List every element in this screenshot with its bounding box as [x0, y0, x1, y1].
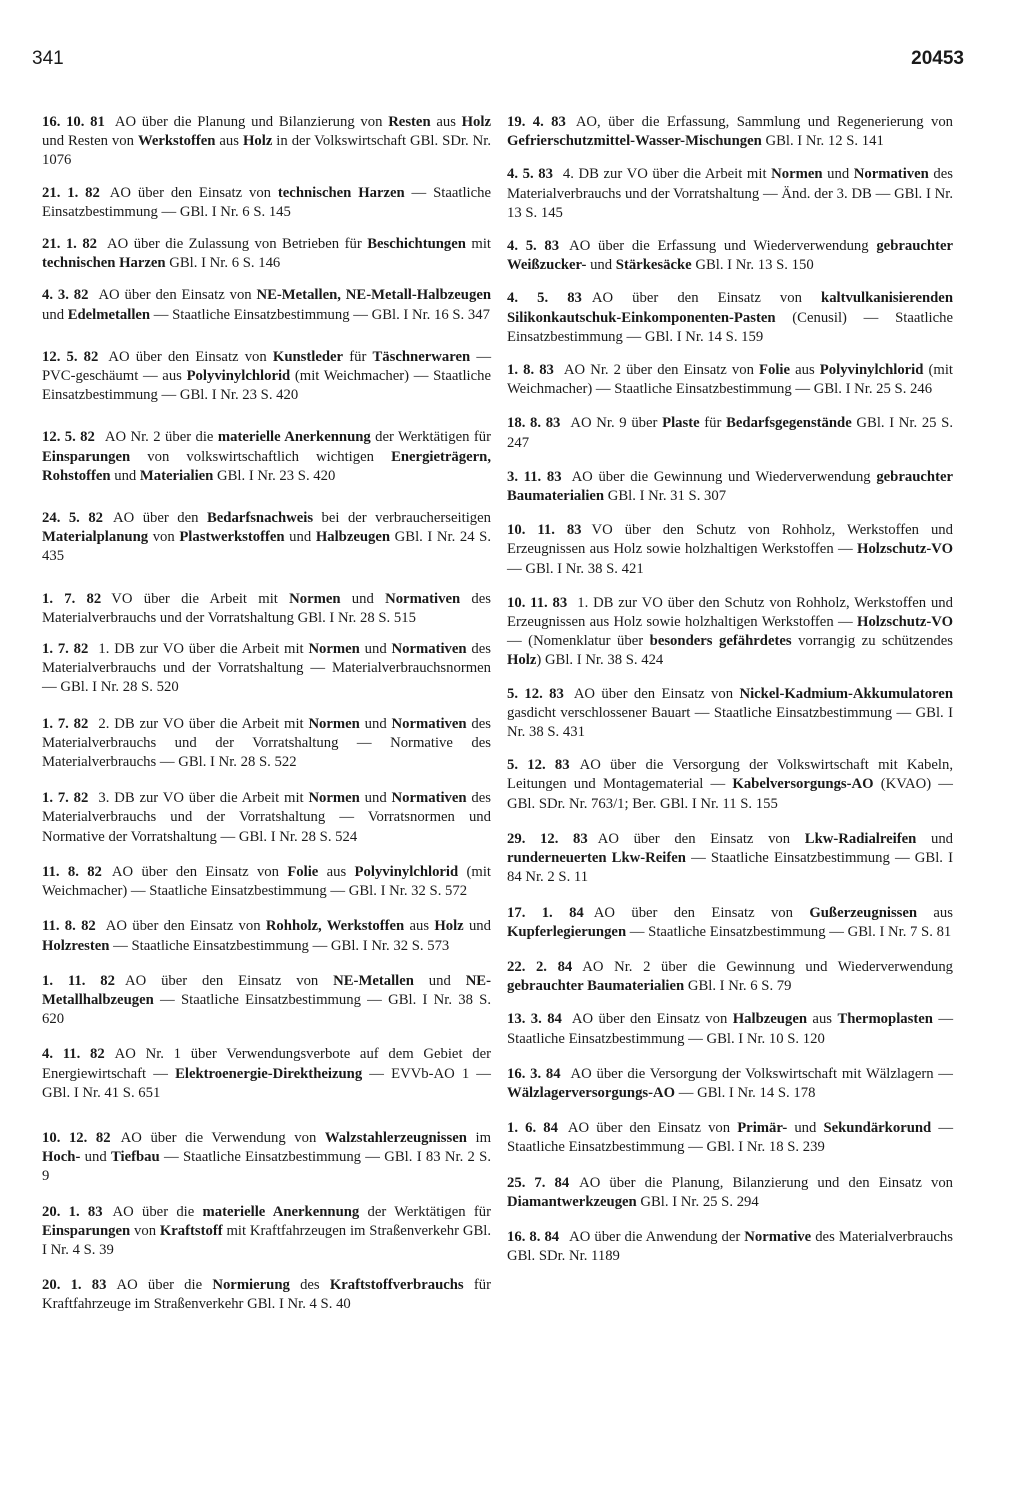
law-entry — [42, 972, 491, 1030]
entry-keyword: Einsparungen — [42, 448, 131, 465]
entry-text: (Cenusil) — Staatliche Einsatzbestimmung — GBl. I Nr. 14 S. 159 — [507, 309, 953, 345]
entry-date: 1. 6. 84 — [507, 1120, 558, 1137]
entry-keyword: Holz — [434, 918, 464, 935]
entry-text: und — [586, 257, 616, 274]
entry-text: (mit Weichmacher) — Staatliche Einsatzbestimmung — GBl. I Nr. 32 S. 572 — [42, 863, 491, 900]
entry-keyword: Holzschutz-VO — [857, 614, 953, 631]
law-entry — [42, 184, 491, 222]
entry-keyword: runderneuerten Lkw-Reifen — [507, 850, 686, 867]
entry-text: AO über die Verwendung von — [120, 1129, 325, 1146]
entry-keyword: Polyvinylchlorid — [354, 863, 459, 880]
entry-date: 20. 1. 83 — [42, 1203, 103, 1220]
entry-text: für — [699, 415, 727, 432]
entry-text: — Staatliche Einsatzbestimmung — GBl. I Nr. 18 S. 239 — [507, 1120, 954, 1156]
law-entry — [42, 863, 491, 901]
entry-text: AO Nr. 2 über die Gewinnung und Wiederverwendung — [582, 958, 954, 975]
entry-keyword: Normativen — [385, 590, 461, 607]
entry-date: 1. 11. 82 — [42, 972, 115, 989]
law-entry — [507, 685, 953, 743]
law-entry — [42, 917, 491, 955]
entry-keyword: Normen — [308, 715, 360, 732]
entry-keyword: Holzresten — [42, 937, 110, 954]
entry-text: AO über die — [112, 1203, 203, 1220]
entry-text: für Kraftfahrzeuge im Straßenverkehr GBl. I Nr. 4 S. 40 — [42, 1277, 491, 1313]
law-entry — [507, 361, 953, 399]
entry-text: — (Nomenklatur über — [507, 633, 650, 650]
entry-keyword: Tiefbau — [110, 1149, 160, 1166]
entry-text: AO über die — [116, 1277, 213, 1294]
entry-keyword: Normierung — [212, 1277, 290, 1294]
entry-keyword: Kraftstoffverbrauchs — [329, 1277, 464, 1294]
entry-text: AO Nr. 9 über — [570, 415, 663, 432]
entry-keyword: Diamantwerkzeugen — [507, 1193, 637, 1210]
entry-keyword: Folie — [759, 362, 791, 379]
entry-date: 4. 5. 83 — [507, 290, 582, 307]
entry-text: AO über den Einsatz von — [98, 287, 257, 304]
entry-keyword: Gefrierschutzmittel-Wasser-Mischungen — [507, 133, 762, 150]
entry-keyword: Holz — [507, 652, 537, 669]
entry-text: AO Nr. 2 über die — [104, 429, 218, 446]
entry-date: 1. 7. 82 — [42, 641, 89, 658]
entry-text: AO über die Erfassung und Wiederverwendung — [569, 238, 877, 255]
entry-text: — Staatliche Einsatzbestimmung — GBl. I Nr. 7 S. 81 — [626, 923, 952, 940]
entry-text: GBl. I Nr. 31 S. 307 — [604, 488, 727, 505]
law-entry — [42, 789, 491, 847]
entry-text: — Staatliche Einsatzbestimmung — GBl. I Nr. 16 S. 347 — [150, 306, 490, 323]
entry-keyword: Normen — [308, 790, 360, 807]
entry-keyword: Normativen — [391, 715, 467, 732]
entry-text: AO über den Einsatz von — [125, 972, 334, 989]
entry-keyword: materielle Anerkennung — [217, 429, 371, 446]
entry-text: AO über den Einsatz von — [591, 290, 822, 307]
entry-text: des Materialverbrauchs und der Vorratshaltung GBl. I Nr. 28 S. 515 — [42, 590, 491, 626]
entry-date: 18. 8. 83 — [507, 415, 561, 432]
entry-text: — Staatliche Einsatzbestimmung — GBl. I 83 Nr. 2 S. 9 — [42, 1149, 492, 1185]
entry-date: 1. 7. 82 — [42, 715, 89, 732]
entry-date: 16. 10. 81 — [42, 114, 105, 130]
entry-keyword: Normen — [289, 590, 341, 607]
entry-text: 4. DB zur VO über die Arbeit mit — [562, 166, 772, 183]
entry-text: 2. DB zur VO über die Arbeit mit — [98, 715, 309, 732]
entry-text: — EVVb-AO 1 — GBl. I Nr. 41 S. 651 — [42, 1065, 491, 1101]
entry-text: — Staatliche Einsatzbestimmung — GBl. I 84 Nr. 2 S. 11 — [507, 850, 953, 886]
entry-text: AO über den Einsatz von — [111, 863, 288, 880]
entry-date: 1. 8. 83 — [507, 362, 554, 379]
law-entry — [42, 1129, 491, 1187]
entry-text: von volkswirtschaftlich wichtigen — [130, 448, 392, 465]
entry-keyword: NE-Metallen — [333, 972, 414, 989]
entry-date: 12. 5. 82 — [42, 429, 95, 446]
entry-text: und — [916, 830, 953, 847]
entry-date: 10. 12. 82 — [42, 1129, 111, 1146]
entry-text: und Resten von — [42, 133, 138, 150]
entry-text: (mit Weichmacher) — Staatliche Einsatzbestimmung — GBl. I Nr. 23 S. 420 — [42, 368, 491, 404]
law-entry — [507, 289, 953, 347]
entry-text: AO über die Anwendung der — [569, 1228, 745, 1245]
entry-keyword: Werkstoffen — [137, 133, 216, 150]
left-column — [42, 113, 491, 1315]
entry-text: aus — [404, 918, 435, 935]
law-entry — [507, 1228, 953, 1266]
entry-text: — Staatliche Einsatzbestimmung — GBl. I Nr. 6 S. 145 — [42, 184, 492, 220]
entry-date: 10. 11. 83 — [507, 522, 582, 539]
entry-text: aus — [318, 863, 355, 880]
entry-text: aus — [215, 133, 243, 150]
law-entry — [42, 428, 491, 486]
entry-text: GBl. I Nr. 23 S. 420 — [213, 467, 336, 484]
entry-text: des Materialverbrauchs GBl. SDr. Nr. 1189 — [507, 1228, 953, 1265]
entry-keyword: Hoch- — [42, 1149, 81, 1166]
entry-text: GBl. I Nr. 13 S. 150 — [691, 257, 814, 274]
entry-date: 5. 12. 83 — [507, 757, 570, 774]
entry-text: AO über den Einsatz von — [593, 904, 810, 921]
entry-text: mit Kraftfahrzeugen im Straßenverkehr GBl. I Nr. 4 S. 39 — [42, 1222, 491, 1258]
entry-text: und — [822, 166, 854, 183]
entry-text: des Materialverbrauchs und der Vorratshaltung — Normative des Materialverbrauchs — GBl. I Nr. 28 S. 522 — [42, 715, 491, 771]
entry-text: VO über die Arbeit mit — [111, 590, 290, 607]
entry-date: 17. 1. 84 — [507, 904, 584, 921]
entry-keyword: Materialplanung — [42, 529, 149, 546]
entry-keyword: besonders gefährdetes — [649, 633, 792, 650]
entry-keyword: Bedarfsgegenstände — [726, 415, 852, 432]
entry-keyword: Holz — [461, 114, 491, 130]
entry-text: und — [787, 1120, 824, 1137]
entry-text: der Werktätigen für — [370, 429, 491, 446]
entry-keyword: Elektroenergie-Direktheizung — [175, 1065, 363, 1082]
entry-date: 21. 1. 82 — [42, 184, 100, 201]
entry-text: gasdicht verschlossener Bauart — Staatliche Einsatzbestimmung — GBl. I Nr. 38 S. 431 — [507, 704, 953, 741]
entry-text: mit — [465, 236, 492, 253]
law-entry — [507, 1065, 953, 1103]
entry-text: und — [359, 641, 392, 658]
entry-text: — Staatliche Einsatzbestimmung — GBl. I Nr. 32 S. 573 — [109, 937, 450, 954]
entry-date: 22. 2. 84 — [507, 958, 573, 975]
entry-text: GBl. I Nr. 6 S. 146 — [165, 255, 281, 272]
page-number-left: 341 — [32, 48, 64, 69]
law-entry — [42, 715, 491, 773]
entry-text: 3. DB zur VO über die Arbeit mit — [98, 790, 309, 807]
entry-keyword: Primär- — [737, 1120, 788, 1137]
law-entry — [507, 904, 953, 942]
entry-text: — Staatliche Einsatzbestimmung — GBl. I Nr. 38 S. 620 — [42, 991, 491, 1028]
entry-date: 4. 11. 82 — [42, 1046, 105, 1063]
entry-keyword: Stärkesäcke — [615, 257, 692, 274]
entry-date: 20. 1. 83 — [42, 1277, 107, 1294]
entry-text: — Staatliche Einsatzbestimmung — GBl. I Nr. 10 S. 120 — [507, 1011, 954, 1047]
entry-text: VO über den Schutz von Rohholz, Werkstoffen und Erzeugnissen aus Holz sowie holzhaltigen Werkstoffen — — [507, 522, 953, 558]
entry-text: AO Nr. 2 über den Einsatz von — [563, 362, 760, 379]
law-entry — [42, 590, 491, 628]
entry-text: aus — [790, 362, 820, 379]
entry-text: AO über die Versorgung der Volkswirtschaft mit Kabeln, Leitungen und Montagematerial — — [507, 757, 954, 793]
entry-keyword: Halbzeugen — [315, 529, 391, 546]
law-entry — [507, 756, 953, 814]
entry-date: 4. 5. 83 — [507, 238, 560, 255]
entry-text: AO über die Planung, Bilanzierung und den Einsatz von — [579, 1174, 954, 1191]
entry-keyword: materielle Anerkennung — [202, 1203, 360, 1220]
entry-text: und — [110, 467, 140, 484]
entry-text: des — [289, 1277, 330, 1294]
entry-keyword: Materialien — [139, 467, 214, 484]
entry-text: GBl. I Nr. 25 S. 294 — [636, 1193, 759, 1210]
law-entry — [42, 286, 491, 324]
entry-text: und — [284, 529, 316, 546]
entry-text: — GBl. I Nr. 38 S. 421 — [507, 560, 644, 577]
entry-date: 25. 7. 84 — [507, 1174, 570, 1191]
entry-date: 12. 5. 82 — [42, 348, 99, 365]
entry-text: GBl. I Nr. 24 S. 435 — [42, 529, 492, 565]
law-entry — [507, 830, 953, 888]
entry-date: 16. 8. 84 — [507, 1228, 560, 1245]
entry-text: und — [42, 306, 68, 323]
law-entry — [507, 594, 953, 671]
entry-date: 10. 11. 83 — [507, 594, 568, 611]
entry-text: AO Nr. 1 über Verwendungsverbote auf dem Gebiet der Energiewirtschaft — — [42, 1046, 491, 1082]
entry-text: AO über die Planung und Bilanzierung von — [114, 114, 389, 130]
entry-keyword: Normative — [744, 1228, 812, 1245]
entry-keyword: Rohholz, Werkstoffen — [265, 918, 405, 935]
entry-text: AO über die Zulassung von Betrieben für — [107, 236, 368, 253]
entry-date: 11. 8. 82 — [42, 918, 96, 935]
entry-text: 1. DB zur VO über die Arbeit mit — [98, 641, 309, 658]
entry-keyword: Plaste — [662, 415, 700, 432]
law-entry — [507, 1010, 953, 1048]
entry-text: AO über die Gewinnung und Wiederverwendung — [571, 468, 877, 485]
entry-text: des Materialverbrauchs und der Vorratshaltung — Änd. der 3. DB — GBl. I Nr. 13 S. 145 — [507, 166, 953, 221]
entry-keyword: Energieträgern, Rohstoffen — [42, 448, 491, 484]
law-entry — [507, 1174, 953, 1212]
entry-keyword: gebrauchter Baumaterialien — [507, 978, 685, 995]
entry-text: (mit Weichmacher) — Staatliche Einsatzbestimmung — GBl. I Nr. 25 S. 246 — [507, 362, 954, 398]
entry-text: — PVC-geschäumt — aus — [42, 348, 492, 385]
entry-keyword: Normativen — [391, 641, 467, 658]
entry-text: AO über den Einsatz von — [597, 830, 805, 847]
law-entry — [507, 237, 953, 275]
entry-date: 19. 4. 83 — [507, 114, 566, 130]
entry-keyword: Lkw-Radialreifen — [804, 830, 917, 847]
entry-text: 1. DB zur VO über den Schutz von Rohholz, Werkstoffen und Erzeugnissen aus Holz sowie holzhaltigen Werkstoffen — — [507, 594, 953, 631]
entry-keyword: Sekundärkorund — [823, 1120, 932, 1137]
entry-text: und — [340, 590, 386, 607]
entry-keyword: Nickel-Kadmium-Akkumulatoren — [739, 685, 953, 702]
law-entry — [507, 958, 953, 996]
entry-text: und — [463, 918, 491, 935]
entry-date: 29. 12. 83 — [507, 830, 588, 847]
law-entry — [507, 1119, 953, 1157]
entry-keyword: Täschnerwaren — [372, 348, 471, 365]
law-entry — [42, 1276, 491, 1314]
entry-keyword: Polyvinylchlorid — [819, 362, 924, 379]
entry-keyword: Holz — [242, 133, 273, 150]
law-entry — [42, 1045, 491, 1103]
right-column — [507, 113, 953, 1266]
law-entry — [507, 468, 953, 506]
law-entry — [42, 640, 491, 698]
entry-date: 5. 12. 83 — [507, 685, 564, 702]
law-entry — [42, 113, 491, 171]
law-entry — [42, 1203, 491, 1261]
entry-text: bei der verbraucherseitigen — [313, 510, 491, 527]
law-entry — [507, 414, 953, 452]
entry-keyword: Kraftstoff — [159, 1222, 223, 1239]
law-entry — [42, 509, 491, 567]
entry-text: AO über die Versorgung der Volkswirtschaft mit Wälzlagern — — [570, 1065, 953, 1082]
entry-text: von — [148, 529, 180, 546]
entry-text: AO über den Einsatz von — [109, 184, 278, 201]
entry-date: 24. 5. 82 — [42, 510, 104, 527]
entry-text: im — [466, 1129, 491, 1146]
entry-text: GBl. I Nr. 12 S. 141 — [761, 133, 884, 150]
law-entry — [42, 235, 491, 273]
entry-text: AO über den Einsatz von — [105, 918, 266, 935]
entry-date: 21. 1. 82 — [42, 236, 98, 253]
entry-text: aus — [807, 1011, 838, 1028]
entry-text: — GBl. I Nr. 14 S. 178 — [675, 1084, 816, 1101]
page-number-right: 20453 — [911, 48, 964, 69]
entry-text: GBl. I Nr. 6 S. 79 — [684, 978, 792, 995]
entry-text: GBl. I Nr. 25 S. 247 — [507, 415, 954, 451]
entry-keyword: Plastwerkstoffen — [179, 529, 285, 546]
entry-keyword: Folie — [287, 863, 319, 880]
entry-keyword: kaltvulkanisierenden Silikonkautschuk-Einkomponenten-Pasten — [507, 290, 953, 326]
entry-keyword: Bedarfsnachweis — [206, 510, 314, 527]
entry-text: ) GBl. I Nr. 38 S. 424 — [536, 652, 664, 669]
entry-text: und — [413, 972, 466, 989]
entry-date: 13. 3. 84 — [507, 1011, 562, 1028]
entry-date: 16. 3. 84 — [507, 1065, 561, 1082]
entry-keyword: Normen — [771, 166, 823, 183]
entry-keyword: Walzstahlerzeugnissen — [324, 1129, 467, 1146]
entry-keyword: Kabelversorgungs-AO — [732, 776, 874, 793]
entry-text: AO über den Einsatz von — [573, 685, 740, 702]
entry-text: des Materialverbrauchs und der Vorratshaltung — Materialverbrauchsnormen — GBl. I Nr. 28 S. 520 — [42, 641, 491, 696]
entry-keyword: Normen — [308, 641, 360, 658]
entry-keyword: Einsparungen — [42, 1222, 131, 1239]
entry-keyword: Holzschutz-VO — [857, 541, 953, 558]
entry-keyword: Kupferlegierungen — [507, 923, 627, 940]
entry-keyword: Wälzlagerversorgungs-AO — [507, 1084, 676, 1101]
entry-keyword: NE-Metallen, NE-Metall-Halbzeugen — [256, 287, 492, 304]
entry-keyword: Edelmetallen — [67, 306, 151, 323]
entry-text: aus — [917, 904, 953, 921]
entry-date: 1. 7. 82 — [42, 790, 89, 807]
entry-text: des Materialverbrauchs und der Vorratshaltung — Vorratsnormen und Normative der Vorratshaltung — GBl. I Nr. 28 S. 524 — [42, 790, 491, 845]
entry-keyword: Normativen — [391, 790, 467, 807]
entry-keyword: gebrauchter Baumaterialien — [507, 468, 953, 505]
entry-date: 1. 7. 82 — [42, 590, 102, 607]
entry-text: aus — [430, 114, 462, 130]
entry-keyword: Kunstleder — [272, 348, 344, 365]
entry-text: AO über den Einsatz von — [567, 1120, 738, 1137]
entry-keyword: Gußerzeugnissen — [809, 904, 918, 921]
entry-text: von — [130, 1222, 160, 1239]
entry-keyword: technischen Harzen — [42, 255, 166, 272]
law-entry — [507, 521, 953, 579]
entry-text: vorrangig zu schützendes — [791, 633, 953, 650]
law-entry — [507, 165, 953, 223]
entry-keyword: technischen Harzen — [277, 184, 405, 201]
entry-keyword: Normativen — [853, 166, 929, 183]
entry-text: AO, über die Erfassung, Sammlung und Regenerierung von — [575, 114, 954, 130]
entry-text: AO über den — [113, 510, 207, 527]
entry-date: 4. 5. 83 — [507, 166, 553, 183]
entry-text: (KVAO) — GBl. SDr. Nr. 763/1; Ber. GBl. I Nr. 11 S. 155 — [507, 776, 953, 812]
entry-keyword: Resten — [388, 114, 431, 130]
entry-keyword: Halbzeugen — [732, 1011, 808, 1028]
entry-keyword: Thermoplasten — [837, 1011, 933, 1028]
entry-text: AO über den Einsatz von — [571, 1011, 733, 1028]
entry-text: und — [80, 1149, 111, 1166]
entry-text: für — [343, 348, 373, 365]
law-entry — [42, 348, 491, 406]
entry-text: in der Volkswirtschaft GBl. SDr. Nr. 1076 — [42, 133, 491, 169]
entry-date: 11. 8. 82 — [42, 863, 102, 880]
entry-keyword: Beschichtungen — [367, 236, 466, 253]
entry-keyword: NE-Metallhalbzeugen — [42, 972, 491, 1008]
entry-date: 4. 3. 82 — [42, 287, 89, 304]
entry-text: AO über den Einsatz von — [108, 348, 273, 365]
law-entry — [507, 113, 953, 151]
entry-text: und — [359, 715, 392, 732]
entry-text: der Werktätigen für — [359, 1203, 491, 1220]
entry-keyword: Polyvinylchlorid — [186, 368, 291, 385]
entry-text: und — [359, 790, 392, 807]
entry-keyword: gebrauchter Weißzucker- — [507, 238, 954, 274]
entry-date: 3. 11. 83 — [507, 468, 562, 485]
